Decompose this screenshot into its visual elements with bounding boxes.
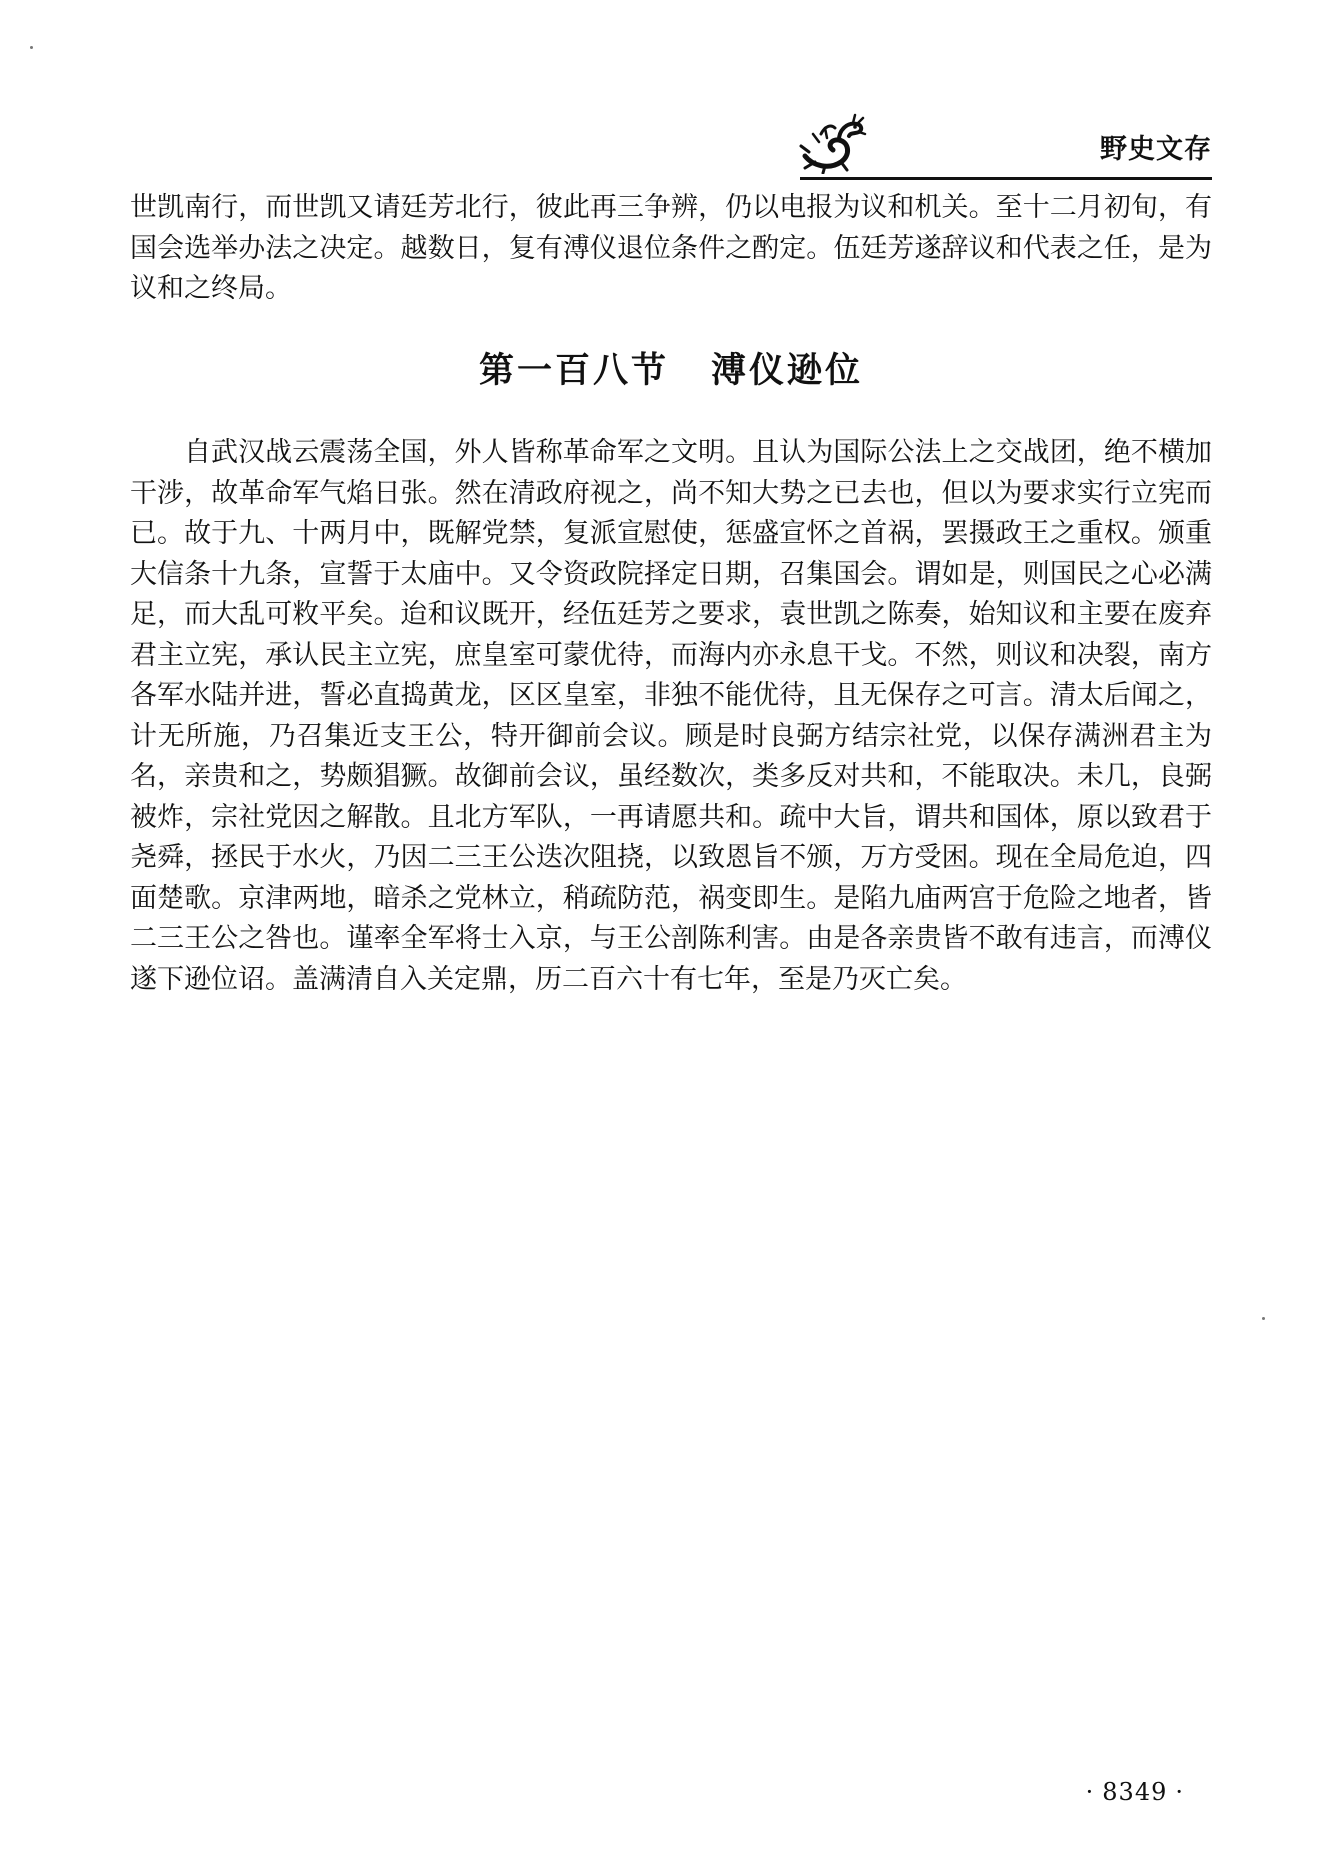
section-body-paragraph: 自武汉战云震荡全国，外人皆称革命军之文明。且认为国际公法上之交战团，绝不横加干涉，故革命军气焰日张。然在清政府视之，尚不知大势之已去也，但以为要求实行立宪而已。故于九、十两月中，既解党禁，复派宣慰使，惩盛宣怀之首祸，罢摄政王之重权。颁重大信条十九条，宣誓于太庙中。又令资政院择定日期，召集国会。谓如是，则国民之心必满足，而大乱可敉平矣。迨和议既开，经伍廷芳之要求，袁世凯之陈奏，始知议和主要在废弃君主立宪，承认民主立宪，庶皇室可蒙优待，而海内亦永息干戈。不然，则议和决裂，南方各军水陆并进，誓必直捣黄龙，区区皇室，非独不能优待，且无保存之可言。清太后闻之，计无所施，乃召集近支王公，特开御前会议。顾是时良弼方结宗社党，以保存满洲君主为名，亲贵和之，势颇猖獗。故御前会议，虽经数次，类多反对共和，不能取决。未几，良弼被炸，宗社党因之解散。且北方军队，一再请愿共和。疏中大旨，谓共和国体，原以致君于尧舜，拯民于水火，乃因二三王公迭次阻挠，以致恩旨不颁，万方受困。现在全局危迫，四面楚歌。京津两地，暗杀之党林立，稍疏防范，祸变即生。是陷九庙两宫于危险之地者，皆二三王公之咎也。谨率全军将士入京，与王公剖陈利害。由是各亲贵皆不敢有违言，而溥仪遂下逊位诏。盖满清自入关定鼎，历二百六十有七年，至是乃灭亡矣。 [130, 437, 1212, 995]
dragon-emblem-icon [795, 112, 867, 174]
scan-speck [1262, 1317, 1265, 1320]
page-number-ornament-left: · [1085, 1778, 1095, 1806]
scan-speck [30, 46, 33, 49]
section-number: 第一百八节 [478, 350, 669, 391]
page-number-value: 8349 [1102, 1778, 1168, 1806]
section-heading [130, 350, 1212, 392]
page-number-ornament-right: · [1175, 1778, 1184, 1806]
running-header-title: 野史文存 [1100, 134, 1212, 165]
continuation-paragraph: 世凯南行，而世凯又请廷芳北行，彼此再三争辨，仍以电报为议和机关。至十二月初旬，有国会选举办法之决定。越数日，复有溥仪退位条件之酌定。伍廷芳遂辞议和代表之任，是为议和之终局。 [130, 192, 1212, 304]
header-rule [800, 177, 1212, 180]
section-title: 溥仪逊位 [711, 350, 864, 391]
page-number [1078, 1778, 1192, 1806]
